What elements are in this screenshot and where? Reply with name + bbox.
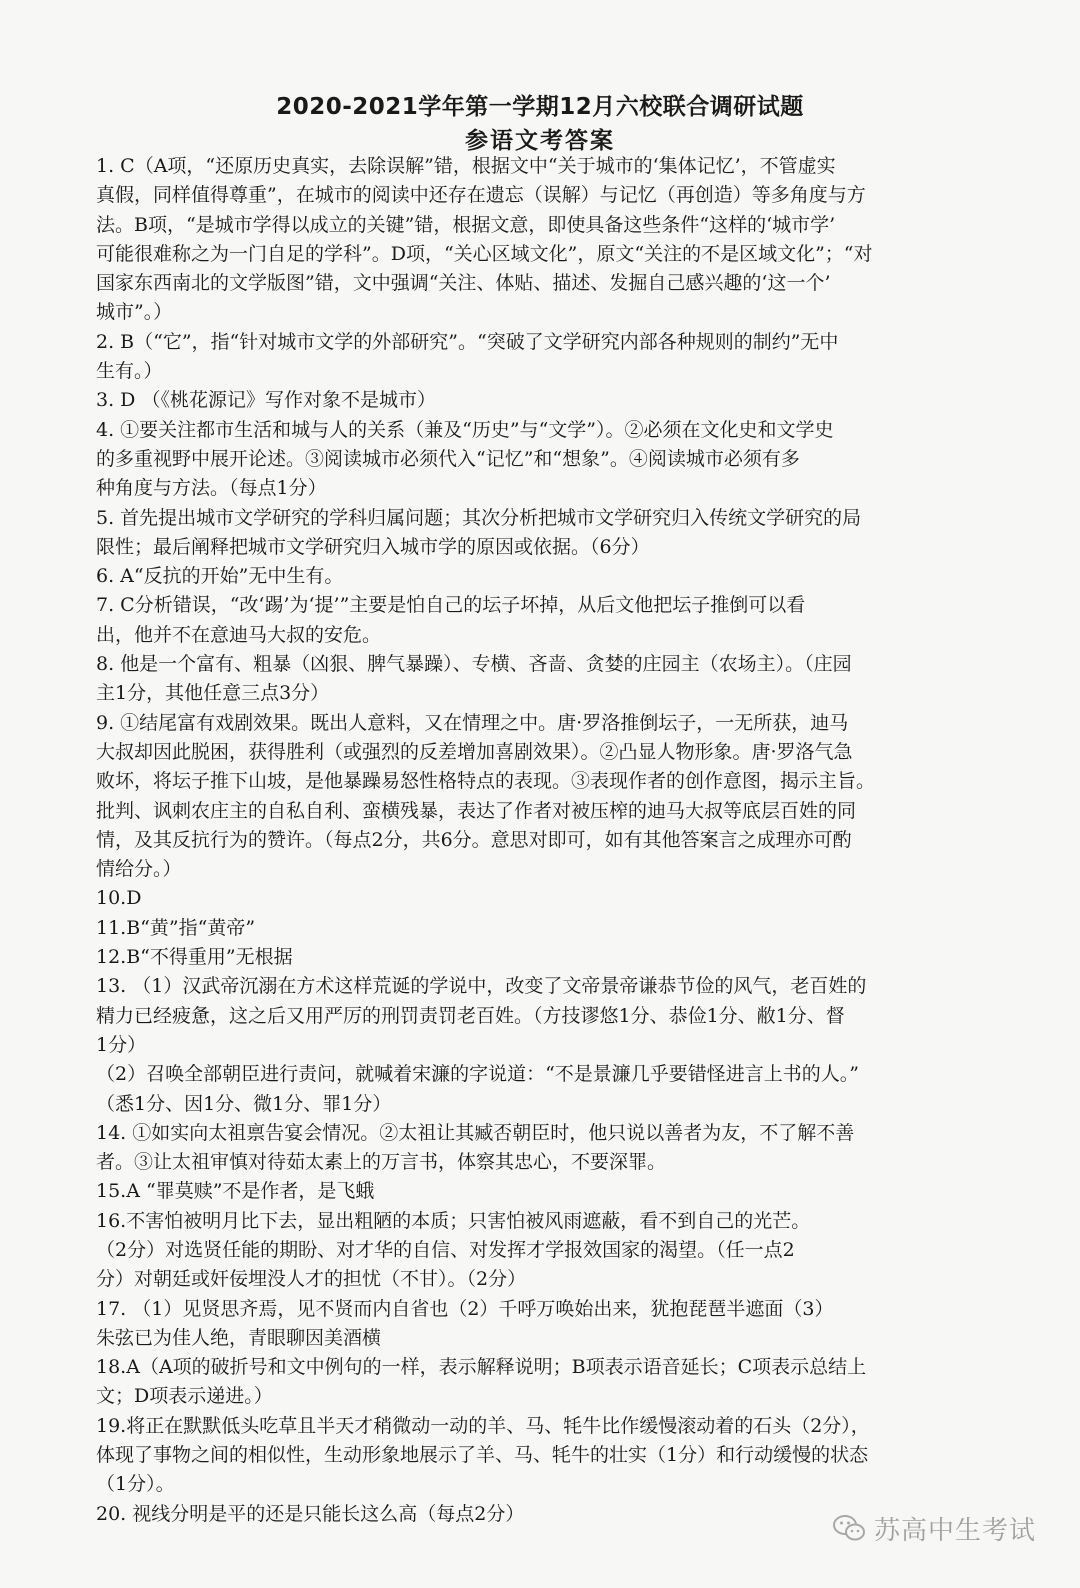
- answer-line: 6. A“反抗的开始”无中生有。: [96, 565, 344, 588]
- answer-line: 11.B“黄”指“黄帝”: [96, 916, 256, 939]
- answer-line: 精力已经疲惫，这之后又用严厉的刑罚责罚老百姓。（方技谬悠1分、恭俭1分、敝1分、督: [96, 1004, 845, 1027]
- answer-line: （悉1分、因1分、微1分、罪1分）: [96, 1092, 392, 1115]
- answer-item: [96, 1207, 956, 1295]
- answer-line: 国家东西南北的文学版图”错，文中强调“关注、体贴、描述、发掘自己感兴趣的‘这一个’: [96, 272, 831, 295]
- answer-line: 1. C（A项，“还原历史真实，去除误解”错，根据文中“关于城市的‘集体记忆’，不管虚实: [96, 155, 836, 177]
- answer-item: [96, 972, 956, 1118]
- answer-line: 3. D （《桃花源记》写作对象不是城市）: [96, 389, 436, 412]
- answer-line: 19.将正在默默低头吃草且半天才稍微动一动的羊、马、牦牛比作缓慢滚动着的石头（2分），: [96, 1414, 870, 1437]
- answer-line: 15.A “罪莫赎”不是作者，是飞蛾: [96, 1180, 375, 1203]
- answer-line: 2. B（“它”，指“针对城市文学的外部研究”。“突破了文学研究内部各种规则的制约”无中: [96, 330, 839, 353]
- answer-line: 16.不害怕被明月比下去，显出粗陋的本质；只害怕被风雨遮蔽，看不到自己的光芒。: [96, 1209, 811, 1232]
- answer-item: [96, 152, 956, 328]
- answer-line: 文；D项表示递进。）: [96, 1385, 273, 1408]
- answer-item: [96, 1119, 956, 1178]
- answer-line: 者。③让太祖审慎对待茹太素上的万言书，体察其忠心，不要深罪。: [96, 1151, 667, 1174]
- answer-item: [96, 1412, 956, 1500]
- answer-line: 城市”。）: [96, 301, 173, 324]
- answer-item: [96, 914, 956, 943]
- answer-line: 情，及其反抗行为的赞许。（每点2分，共6分。意思对即可，如有其他答案言之成理亦可酌: [96, 828, 852, 851]
- answer-item: [96, 504, 956, 563]
- answer-line: 8. 他是一个富有、粗暴（凶狠、脾气暴躁）、专横、吝啬、贪婪的庄园主（农场主）。（庄园: [96, 653, 852, 676]
- answer-item: [96, 1295, 956, 1354]
- answer-line: 14. ①如实向太祖禀告宴会情况。②太祖让其臧否朝臣时，他只说以善者为友，不了解不善: [96, 1121, 855, 1144]
- answer-item: [96, 709, 956, 885]
- answer-line: 真假，同样值得尊重”，在城市的阅读中还存在遗忘（误解）与记忆（再创造）等多角度与方: [96, 184, 866, 207]
- answer-line: 7. C分析错误，“改‘踢’为‘提’”主要是怕自己的坛子坏掉，从后文他把坛子推倒可以看: [96, 594, 806, 617]
- answer-item: [96, 1353, 956, 1412]
- document-subtitle: 参语文考答案: [465, 128, 615, 154]
- answer-line: 限性；最后阐释把城市文学研究归入城市学的原因或依据。（6分）: [96, 535, 650, 558]
- answer-item: [96, 386, 956, 415]
- answer-line: 种角度与方法。（每点1分）: [96, 477, 327, 500]
- answer-item: [96, 416, 956, 504]
- answer-line: 法。B项，“是城市学得以成立的关键”错，根据文意，即使具备这些条件“这样的‘城市学’: [96, 213, 836, 236]
- answer-line: 批判、讽刺农庄主的自私自利、蛮横残暴，表达了作者对被压榨的迪马大叔等底层百姓的同: [96, 799, 857, 822]
- answer-line: 败坏，将坛子推下山坡，是他暴躁易怒性格特点的表现。③表现作者的创作意图，揭示主旨。: [96, 770, 876, 793]
- answer-line: 朱弦已为佳人绝，青眼聊因美酒横: [96, 1326, 382, 1349]
- answer-item: [96, 328, 956, 387]
- answer-line: 生有。）: [96, 360, 163, 383]
- answer-line: 20. 视线分明是平的还是只能长这么高（每点2分）: [96, 1502, 525, 1525]
- answer-line: 情给分。）: [96, 858, 182, 881]
- answer-list: [96, 152, 956, 1529]
- answer-line: 出，他并不在意迪马大叔的安危。: [96, 623, 382, 646]
- answer-line: 1分）: [96, 1033, 147, 1056]
- answer-line: 9. ①结尾富有戏剧效果。既出人意料，又在情理之中。唐·罗洛推倒坛子，一无所获，迪马: [96, 711, 849, 734]
- answer-line: 18.A（A项的破折号和文中例句的一样，表示解释说明；B项表示语音延长；C项表示总结上: [96, 1356, 867, 1379]
- answer-line: 5. 首先提出城市文学研究的学科归属问题；其次分析把城市文学研究归入传统文学研究的局: [96, 506, 862, 529]
- answer-item: [96, 562, 956, 591]
- watermark: [832, 1508, 1036, 1548]
- answer-line: （2）召唤全部朝臣进行责问，就喊着宋濂的字说道：“不是景濂几乎要错怪进言上书的人。”: [96, 1063, 860, 1086]
- answer-item: [96, 1177, 956, 1206]
- answer-item: [96, 943, 956, 972]
- answer-line: 分）对朝廷或奸佞埋没人才的担忧（不甘）。（2分）: [96, 1268, 527, 1291]
- answer-line: 17. （1）见贤思齐焉，见不贤而内自省也（2）千呼万唤始出来，犹抱琵琶半遮面（3）: [96, 1297, 834, 1320]
- answer-line: 4. ①要关注都市生活和城与人的关系（兼及“历史”与“文学”）。②必须在文化史和文学史: [96, 418, 834, 441]
- answer-line: 体现了事物之间的相似性，生动形象地展示了羊、马、牦牛的壮实（1分）和行动缓慢的状态: [96, 1444, 869, 1467]
- answer-item: [96, 884, 956, 913]
- answer-line: 12.B“不得重用”无根据: [96, 946, 293, 969]
- answer-item: [96, 1500, 956, 1529]
- answer-line: 13. （1）汉武帝沉溺在方术这样荒诞的学说中，改变了文帝景帝谦恭节俭的风气，老百姓的: [96, 975, 867, 998]
- answer-line: 大叔却因此脱困，获得胜利（或强烈的反差增加喜剧效果）。②凸显人物形象。唐·罗洛气急: [96, 740, 853, 763]
- watermark-text: 苏高中生考试: [874, 1515, 1037, 1546]
- answer-item: [96, 650, 956, 709]
- answer-line: （2分）对选贤任能的期盼、对才华的自信、对发挥才学报效国家的渴望。（任一点2: [96, 1238, 795, 1261]
- answer-line: 的多重视野中展开论述。③阅读城市必须代入“记忆”和“想象”。④阅读城市必须有多: [96, 447, 800, 470]
- document-title: 2020-2021学年第一学期12月六校联合调研试题: [276, 94, 804, 120]
- answer-line: 10.D: [96, 887, 142, 910]
- wechat-icon: [832, 1513, 866, 1543]
- answer-line: 可能很难称之为一门自足的学科”。D项，“关心区域文化”，原文“关注的不是区域文化”；“对: [96, 242, 873, 265]
- answer-line: （1分）。: [96, 1473, 175, 1496]
- answer-item: [96, 591, 956, 650]
- answer-line: 主1分，其他任意三点3分）: [96, 682, 330, 705]
